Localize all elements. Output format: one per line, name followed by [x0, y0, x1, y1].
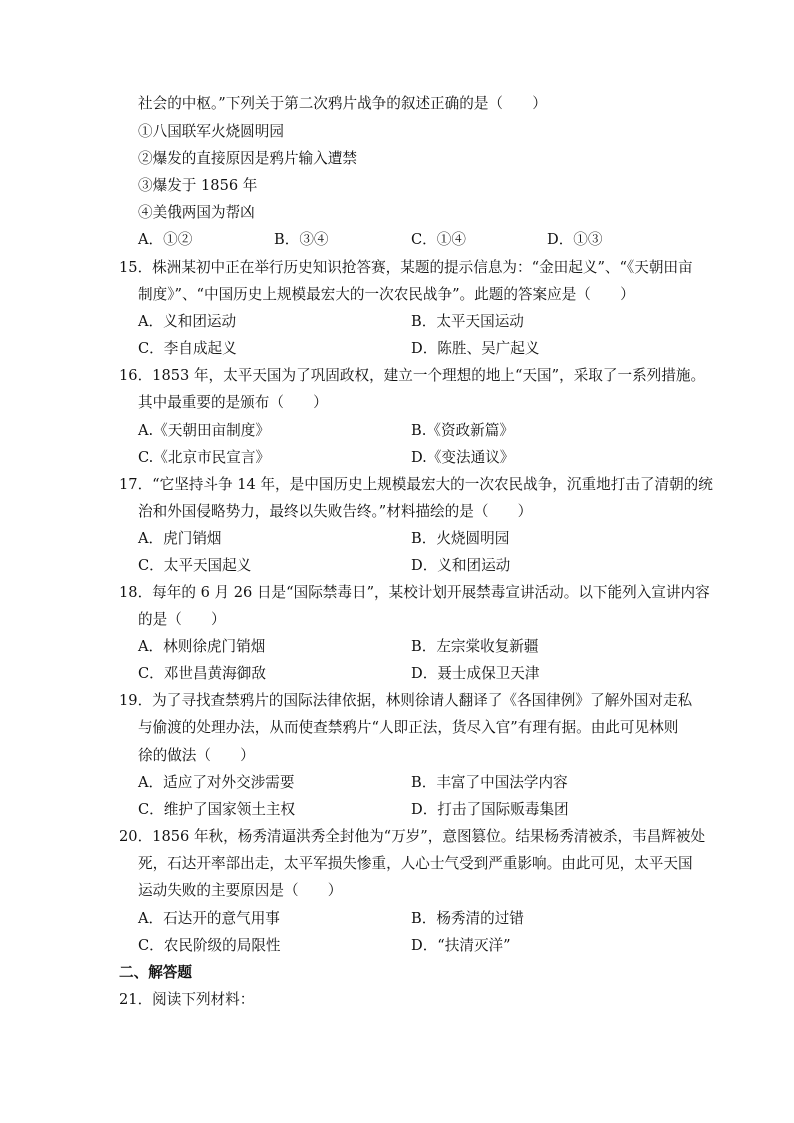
- q17-option-c: C．太平天国起义: [138, 557, 252, 574]
- q15-option-d: D．陈胜、吴广起义: [411, 340, 540, 357]
- q19-stem-line-2: 与偷渡的处理办法，从而使查禁鸦片“人即正法，货尽入官”有理有据。由此可见林则: [138, 719, 679, 736]
- q20-stem-line-1: 20．1856 年秋，杨秀清逼洪秀全封他为“万岁”，意图篡位。结果杨秀清被杀，韦昌辉被处: [119, 828, 706, 845]
- q15-stem-line-1: 15．株洲某初中正在举行历史知识抢答赛，某题的提示信息为：“金田起义”、“《天朝田亩: [119, 259, 693, 276]
- q14-option-a: A．①②: [138, 231, 193, 248]
- q18-stem-line-2: 的是（ ）: [138, 611, 226, 628]
- q19-stem-line-1: 19．为了寻找查禁鸦片的国际法律依据，林则徐请人翻译了《各国律例》了解外国对走私: [119, 692, 693, 709]
- q17-option-b: B．火烧圆明园: [411, 530, 510, 547]
- q17-option-d: D．义和团运动: [411, 557, 511, 574]
- q17-stem-line-1: 17．“它坚持斗争 14 年，是中国历史上规模最宏大的一次农民战争，沉重地打击了清朝的统: [119, 476, 713, 493]
- q16-option-c: C.《北京市民宣言》: [138, 449, 271, 466]
- q16-stem-line-1: 16．1853 年，太平天国为了巩固政权，建立一个理想的地上“天国”，采取了一系列措施。: [119, 367, 706, 384]
- q19-option-d: D．打击了国际贩毒集团: [411, 801, 569, 818]
- q15-stem-line-2: 制度》”、“中国历史上规模最宏大的一次农民战争”。此题的答案应是（ ）: [138, 286, 635, 303]
- q18-option-b: B．左宗棠收复新疆: [411, 638, 539, 655]
- q19-option-c: C．维护了国家领土主权: [138, 801, 296, 818]
- q20-option-b: B．杨秀清的过错: [411, 910, 524, 927]
- q14-option-b: B．③④: [274, 231, 329, 248]
- q16-option-b: B.《资政新篇》: [411, 422, 514, 439]
- q19-stem-line-3: 徐的做法（ ）: [138, 747, 255, 764]
- q14-option-c: C．①④: [411, 231, 466, 248]
- q20-option-a: A．石达开的意气用事: [138, 910, 280, 927]
- q20-option-c: C．农民阶级的局限性: [138, 937, 281, 954]
- q16-option-a: A.《天朝田亩制度》: [138, 422, 270, 439]
- q17-stem-line-2: 治和外国侵略势力，最终以失败告终。”材料描绘的是（ ）: [138, 503, 533, 520]
- q14-item-4: ④美俄两国为帮凶: [138, 204, 255, 221]
- section-heading: 二、解答题: [119, 964, 192, 981]
- q14-stem: 社会的中枢。”下列关于第二次鸦片战争的叙述正确的是（ ）: [138, 95, 547, 112]
- q16-stem-line-2: 其中最重要的是颁布（ ）: [138, 394, 328, 411]
- q20-option-d: D．“扶清灭洋”: [411, 937, 511, 954]
- q19-option-a: A．适应了对外交涉需要: [138, 774, 295, 791]
- q15-option-a: A．义和团运动: [138, 313, 237, 330]
- q20-stem-line-3: 运动失败的主要原因是（ ）: [138, 882, 343, 899]
- q18-option-c: C．邓世昌黄海御敌: [138, 665, 266, 682]
- q14-option-d: D．①③: [547, 231, 603, 248]
- q18-stem-line-1: 18．每年的 6 月 26 日是“国际禁毒日”，某校计划开展禁毒宣讲活动。以下能列入宣讲内容: [119, 584, 710, 601]
- q16-option-d: D.《变法通议》: [411, 449, 515, 466]
- q18-option-d: D．聂士成保卫天津: [411, 665, 540, 682]
- q14-item-3: ③爆发于 1856 年: [138, 177, 258, 194]
- q19-option-b: B．丰富了中国法学内容: [411, 774, 568, 791]
- q15-option-b: B．太平天国运动: [411, 313, 524, 330]
- q18-option-a: A．林则徐虎门销烟: [138, 638, 266, 655]
- q21-stem: 21．阅读下列材料：: [119, 991, 255, 1008]
- q14-item-2: ②爆发的直接原因是鸦片输入遭禁: [138, 150, 357, 167]
- q17-option-a: A．虎门销烟: [138, 530, 222, 547]
- q15-option-c: C．李自成起义: [138, 340, 237, 357]
- q14-item-1: ①八国联军火烧圆明园: [138, 123, 284, 140]
- q20-stem-line-2: 死，石达开率部出走，太平军损失惨重，人心士气受到严重影响。由此可见，太平天国: [138, 855, 693, 872]
